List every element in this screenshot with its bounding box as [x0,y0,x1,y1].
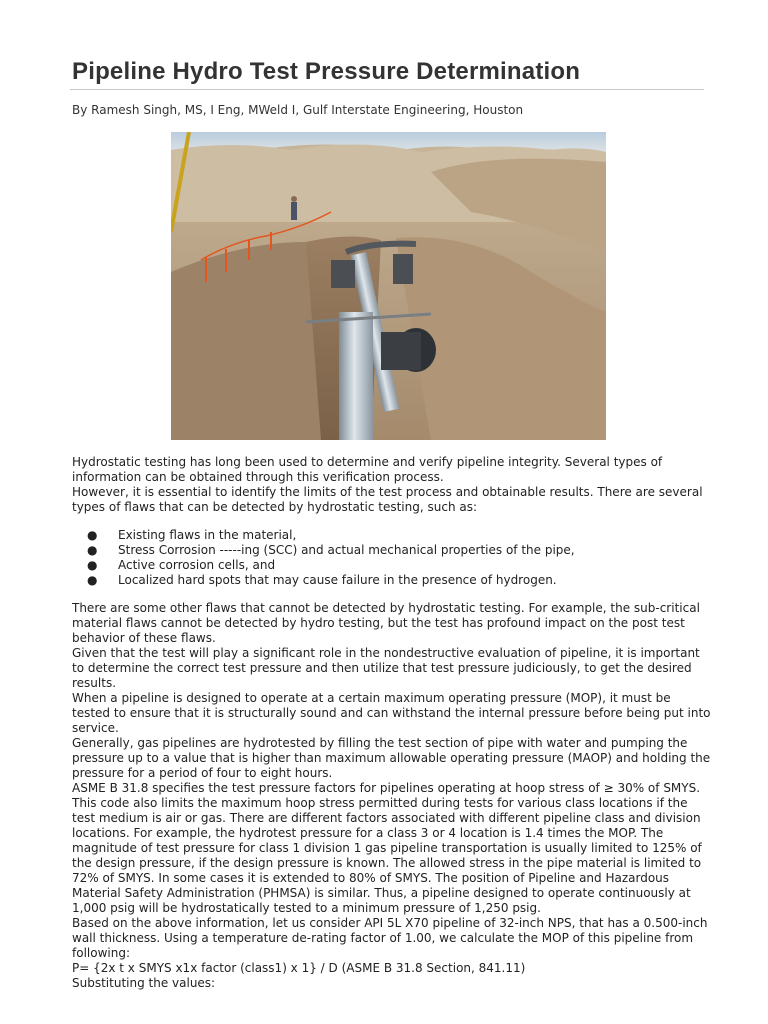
intro-paragraph: Hydrostatic testing has long been used to determine and verify pipeline integrity. Several types of information can be obtained through this verification process. [72,455,663,484]
list-item: ● Localized hard spots that may cause failure in the presence of hydrogen. [87,573,557,587]
body-paragraph: Substituting the values: [72,976,216,990]
intro-paragraph: However, it is essential to identify the limits of the test process and obtainable results. There are several types of flaws that can be detected by hydrostatic testing, such as: [72,485,703,514]
body-paragraph: Generally, gas pipelines are hydrotested by filling the test section of pipe with water and pumping the pressure up to a value that is higher than maximum allowable operating pressure (MAOP) and holding the pressure for a period of four to eight hours. [72,736,711,780]
pipeline-trench-photo [171,132,606,440]
list-item: ● Stress Corrosion -----ing (SCC) and actual mechanical properties of the pipe, [87,543,575,557]
list-item: ● Active corrosion cells, and [87,558,276,572]
flaw-list [72,528,712,588]
body-paragraph: There are some other flaws that cannot be detected by hydrostatic testing. For example, the sub-critical material flaws cannot be detected by hydro testing, but the test has profound impact on the post test behavior of these flaws. [72,601,700,645]
bullet-icon: ● [87,528,98,542]
bullet-icon: ● [87,543,98,557]
article-body [72,455,712,991]
article-title: Pipeline Hydro Test Pressure Determination [72,58,581,85]
body-paragraph: Given that the test will play a significant role in the nondestructive evaluation of pipeline, it is important to determine the correct test pressure and then utilize that test pressure judiciously, to get the desired results. [72,646,700,690]
list-item: ● Existing flaws in the material, [87,528,297,542]
bullet-icon: ● [87,558,98,572]
formula-line: P= {2x t x SMYS x1x factor (class1) x 1} / D (ASME B 31.8 Section, 841.11) [72,961,526,975]
body-paragraph: Based on the above information, let us consider API 5L X70 pipeline of 32-inch NPS, that has a 0.500-inch wall thickness. Using a temperature de-rating factor of 1.00, we calculate the MOP of this pipeline from following: [72,916,708,960]
bullet-icon: ● [87,573,98,587]
title-divider [70,89,704,90]
body-paragraph: ASME B 31.8 specifies the test pressure factors for pipelines operating at hoop stress of ≥ 30% of SMYS. This code also limits the maximum hoop stress permitted during tests for various class locations if the test medium is air or gas. There are different factors associated with different pipeline class and division locations. For example, the hydrotest pressure for a class 3 or 4 location is 1.4 times the MOP. The magnitude of test pressure for class 1 division 1 gas pipeline transportation is usually limited to 125% of the design pressure, if the design pressure is known. The allowed stress in the pipe material is limited to 72% of SMYS. In some cases it is extended to 80% of SMYS. The position of Pipeline and Hazardous Material Safety Administration (PHMSA) is similar. Thus, a pipeline designed to operate continuously at 1,000 psig will be hydrostatically tested to a minimum pressure of 1,250 psig. [72,781,702,915]
body-paragraph: When a pipeline is designed to operate at a certain maximum operating pressure (MOP), it must be tested to ensure that it is structurally sound and can withstand the internal pressure before being put into service. [72,691,711,735]
author-byline: By Ramesh Singh, MS, I Eng, MWeld I, Gulf Interstate Engineering, Houston [72,103,524,117]
